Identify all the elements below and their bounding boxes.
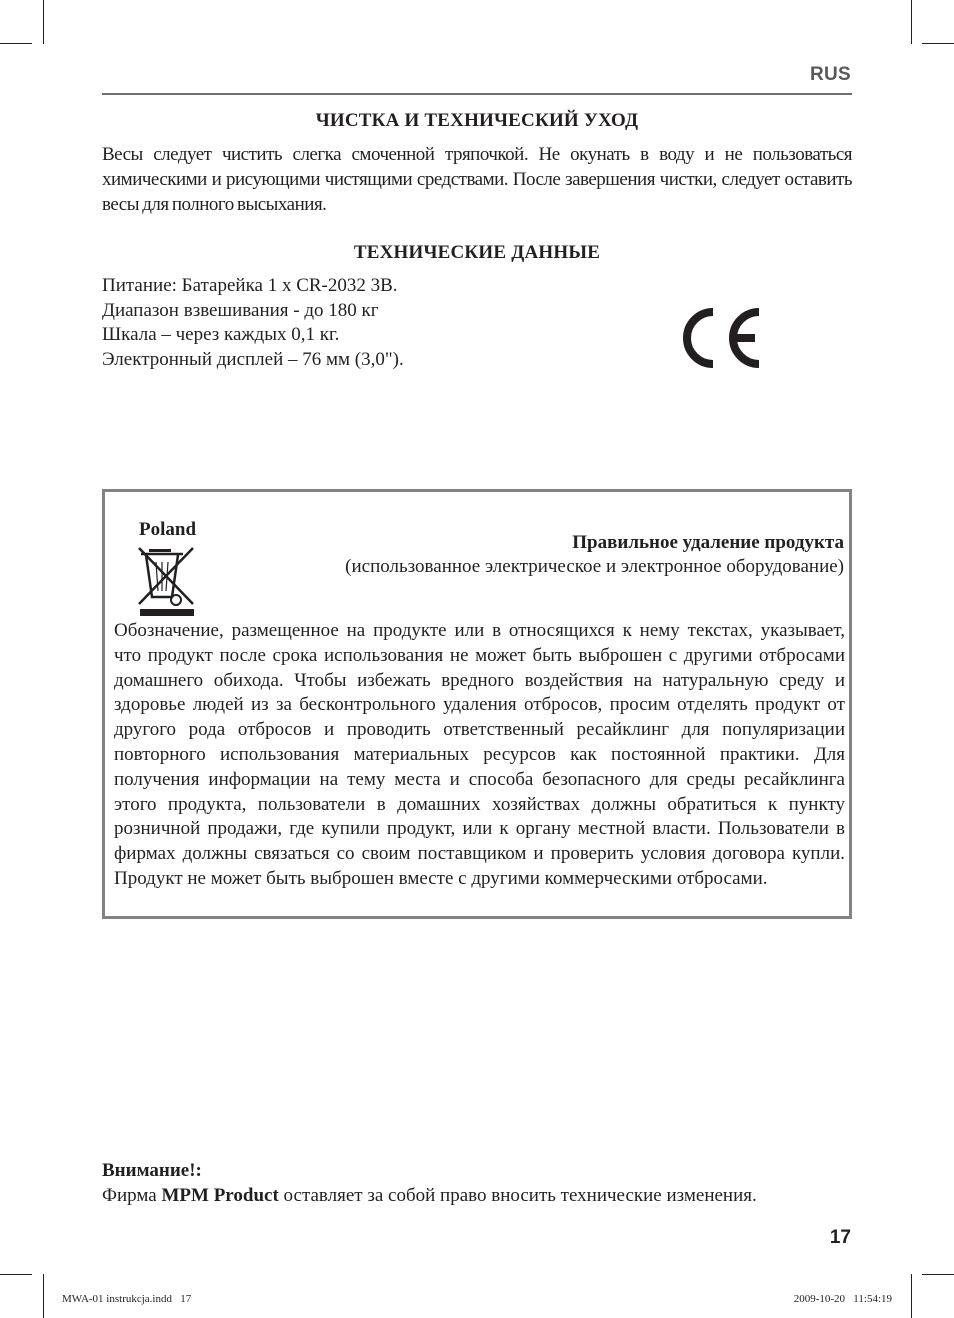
crop-mark (43, 1274, 44, 1318)
disposal-subtitle: (использованное электрическое и электронное оборудование) (345, 556, 844, 577)
file-slug: MWA-01 instrukcja.indd 17 (62, 1293, 192, 1305)
specs-title: ТЕХНИЧЕСКИЕ ДАННЫЕ (353, 242, 601, 263)
crop-mark (0, 1274, 32, 1275)
header-rule (102, 93, 852, 95)
spec-display: Электронный дисплей – 76 мм (3,0"). (102, 348, 404, 370)
language-label: RUS (809, 64, 851, 85)
spec-power: Питание: Батарейка 1 x CR-2032 3В. (102, 275, 398, 296)
notice-suffix: оставляет за собой право вносить технические изменения. (278, 1185, 757, 1206)
crop-mark (922, 1274, 954, 1275)
notice-prefix: Фирма (102, 1185, 162, 1206)
page-number: 17 (829, 1227, 851, 1248)
disposal-box (102, 489, 852, 919)
crop-mark (43, 0, 44, 44)
specs-list (102, 274, 522, 372)
cleaning-title: ЧИСТКА И ТЕХНИЧЕСКИЙ УХОД (315, 110, 639, 131)
spec-range: Диапазон взвешивания - до 180 кг (102, 299, 379, 321)
disposal-text: Обозначение, размещенное на продукте или в относящихся к нему текстах, указывает, что продукт после срока использования не может быть выброшен с другими отбросами домашнего обихода. Чтобы избежать вредного воздействия на натуральную среду и здоровье людей из за бесконтрольного удаления отбросов, просим отделять продукт от другого рода отбросов и проводить ответственный ресайклинг для популяризации повторного использования материальных ресурсов как постоянной практики. Для получения информации на тему места и способа безопасного для среды ресайклинга этого продукта, пользователи в домашних хозяйствах должны обратиться к пункту розничной продажи, где купили продукт, или к органу местной власти. Пользователи в фирмах должны связаться со своим поставщиком и проверить условия договора купли. Продукт не может быть выброшен вместе с другими коммерческими отбросами. (114, 620, 845, 889)
date-slug: 2009-10-20 11:54:19 (793, 1293, 892, 1305)
company-name: MPM Product (161, 1185, 279, 1206)
spec-scale: Шкала – через каждых 0,1 кг. (102, 324, 340, 345)
cleaning-text: Весы следует чистить слегка смоченной тряпочкой. Не окунать в воду и не пользоваться химическими и рисующими чистящими средствами. После завершения чистки, следует оставить весы для полного высыхания. (102, 144, 852, 215)
country-label: Poland (139, 519, 197, 540)
crop-mark (911, 1274, 912, 1318)
ce-mark-icon (677, 305, 765, 371)
crop-mark (911, 0, 912, 44)
crop-mark (922, 43, 954, 44)
crossed-bin-icon (137, 542, 197, 618)
crop-mark (0, 43, 32, 44)
notice-title: Внимание!: (102, 1160, 202, 1181)
disposal-title: Правильное удаление продукта (572, 532, 844, 553)
notice-text (102, 1185, 757, 1207)
